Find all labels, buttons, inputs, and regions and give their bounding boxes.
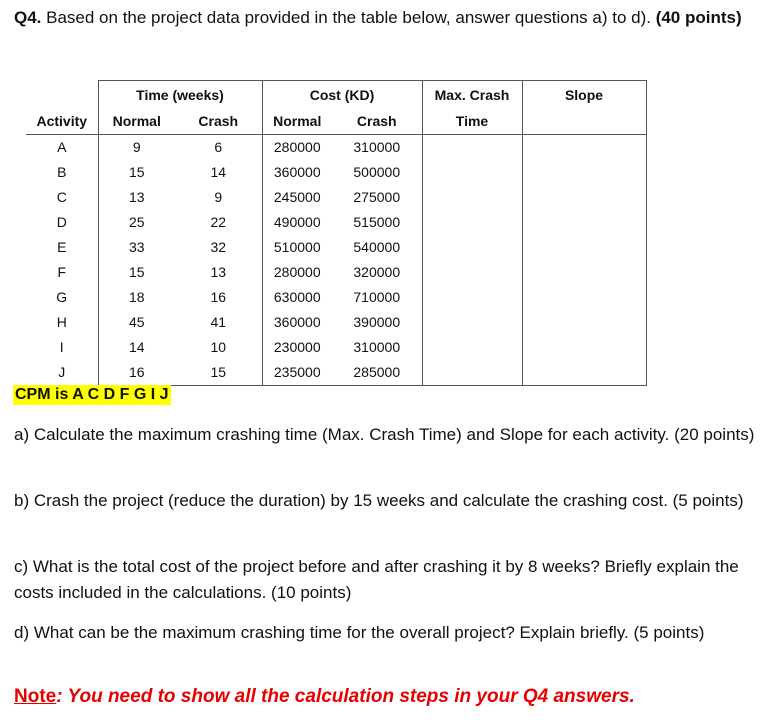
cell-cost-crash: 310000 xyxy=(353,139,401,155)
header-time-weeks: Time (weeks) xyxy=(98,81,262,110)
cell-time-normal: 18 xyxy=(98,285,175,310)
table-row xyxy=(26,260,646,285)
cell-time-crash: 16 xyxy=(210,289,227,305)
cell-slope xyxy=(522,135,646,161)
table-row xyxy=(26,285,646,310)
cell-max-crash-time xyxy=(422,310,522,335)
cell-slope xyxy=(522,260,646,285)
cpm-highlight: CPM is A C D F G I J xyxy=(15,386,169,403)
note-label: Note xyxy=(14,686,57,707)
cell-activity: J xyxy=(58,364,66,381)
table-row xyxy=(26,310,646,335)
cell-time-crash: 22 xyxy=(210,214,227,230)
cell-cost-crash: 320000 xyxy=(353,264,401,280)
cell-max-crash-time xyxy=(422,135,522,161)
cell-time-normal: 33 xyxy=(98,235,175,260)
header-max-crash: Max. Crash xyxy=(422,81,522,110)
part-d: d) What can be the maximum crashing time for the overall project? Explain briefly. (5 points) xyxy=(14,623,705,642)
cell-slope xyxy=(522,210,646,235)
cell-cost-normal: 630000 xyxy=(262,285,332,310)
cell-time-crash: 32 xyxy=(210,239,227,255)
cell-max-crash-time xyxy=(422,360,522,386)
cell-time-crash: 6 xyxy=(214,139,223,155)
cell-time-normal: 16 xyxy=(98,360,175,386)
cell-time-normal: 15 xyxy=(98,160,175,185)
cell-cost-normal: 245000 xyxy=(262,185,332,210)
header-time-normal: Normal xyxy=(98,109,175,135)
cell-cost-normal: 280000 xyxy=(262,135,332,161)
cell-slope xyxy=(522,335,646,360)
cell-max-crash-time xyxy=(422,285,522,310)
question-label: Q4. xyxy=(14,8,42,27)
header-slope-sub xyxy=(522,109,646,135)
cell-time-normal: 25 xyxy=(98,210,175,235)
cell-time-normal: 9 xyxy=(98,135,175,161)
cell-activity: A xyxy=(57,139,67,155)
cell-time-crash: 9 xyxy=(214,189,223,205)
cell-time-crash: 13 xyxy=(210,264,227,280)
header-time-crash: Crash xyxy=(175,109,262,135)
cell-time-crash: 41 xyxy=(210,314,227,330)
header-activity: Activity xyxy=(26,109,98,135)
table-row xyxy=(26,210,646,235)
header-cost-normal: Normal xyxy=(262,109,332,135)
cell-cost-crash: 540000 xyxy=(353,239,401,255)
cell-max-crash-time xyxy=(422,210,522,235)
note-text: : You need to show all the calculation steps in your Q4 answers. xyxy=(56,686,635,707)
cell-cost-crash: 500000 xyxy=(353,164,401,180)
part-b: b) Crash the project (reduce the duration) by 15 weeks and calculate the crashing cost. (5 points) xyxy=(14,491,744,510)
cell-slope xyxy=(522,360,646,386)
cell-cost-normal: 230000 xyxy=(262,335,332,360)
cell-activity: G xyxy=(56,289,68,305)
cell-cost-crash: 285000 xyxy=(332,360,422,386)
table-row xyxy=(26,160,646,185)
cell-time-normal: 45 xyxy=(98,310,175,335)
cell-cost-normal: 510000 xyxy=(262,235,332,260)
table-row xyxy=(26,185,646,210)
cell-max-crash-time xyxy=(422,235,522,260)
cell-cost-crash: 310000 xyxy=(353,339,401,355)
cell-cost-crash: 390000 xyxy=(353,314,401,330)
cell-slope xyxy=(522,185,646,210)
cell-cost-normal: 360000 xyxy=(262,160,332,185)
cell-cost-normal: 490000 xyxy=(262,210,332,235)
cell-cost-crash: 275000 xyxy=(353,189,401,205)
question-text: Based on the project data provided in the table below, answer questions a) to d). xyxy=(41,8,656,27)
cell-max-crash-time xyxy=(422,160,522,185)
header-max-crash-time: Time xyxy=(422,109,522,135)
cell-time-normal: 14 xyxy=(98,335,175,360)
header-slope: Slope xyxy=(522,81,646,110)
cell-time-crash: 14 xyxy=(210,164,227,180)
note xyxy=(14,686,635,708)
cell-time-crash: 10 xyxy=(210,339,227,355)
cell-time-crash: 15 xyxy=(175,360,262,386)
part-a: a) Calculate the maximum crashing time (Max. Crash Time) and Slope for each activity. (20 points) xyxy=(14,425,755,444)
cell-slope xyxy=(522,310,646,335)
cell-time-normal: 15 xyxy=(98,260,175,285)
cell-cost-normal: 235000 xyxy=(262,360,332,386)
cell-cost-crash: 710000 xyxy=(353,289,401,305)
cell-cost-normal: 360000 xyxy=(262,310,332,335)
cell-activity: E xyxy=(57,239,67,255)
table-row xyxy=(26,335,646,360)
cell-activity: C xyxy=(56,189,67,205)
header-cost-crash: Crash xyxy=(332,109,422,135)
question-title xyxy=(14,6,770,30)
cell-max-crash-time xyxy=(422,185,522,210)
cell-activity: H xyxy=(56,314,67,330)
cell-cost-crash: 515000 xyxy=(353,214,401,230)
project-data-table xyxy=(26,80,647,386)
question-points: (40 points) xyxy=(655,8,742,27)
cell-max-crash-time xyxy=(422,260,522,285)
table-row xyxy=(26,235,646,260)
cell-activity: B xyxy=(57,164,67,180)
cell-cost-normal: 280000 xyxy=(262,260,332,285)
cell-activity: D xyxy=(56,214,67,230)
header-cost-kd: Cost (KD) xyxy=(262,81,422,110)
cell-activity: F xyxy=(57,264,67,280)
table-row xyxy=(26,360,646,386)
cell-slope xyxy=(522,235,646,260)
part-c: c) What is the total cost of the project before and after crashing it by 8 weeks? Briefly explain the costs included in the calculations. (10 points) xyxy=(14,557,739,602)
cell-slope xyxy=(522,285,646,310)
cell-max-crash-time xyxy=(422,335,522,360)
table-row xyxy=(26,135,646,161)
cell-slope xyxy=(522,160,646,185)
cell-time-normal: 13 xyxy=(98,185,175,210)
cell-activity: I xyxy=(59,339,64,355)
